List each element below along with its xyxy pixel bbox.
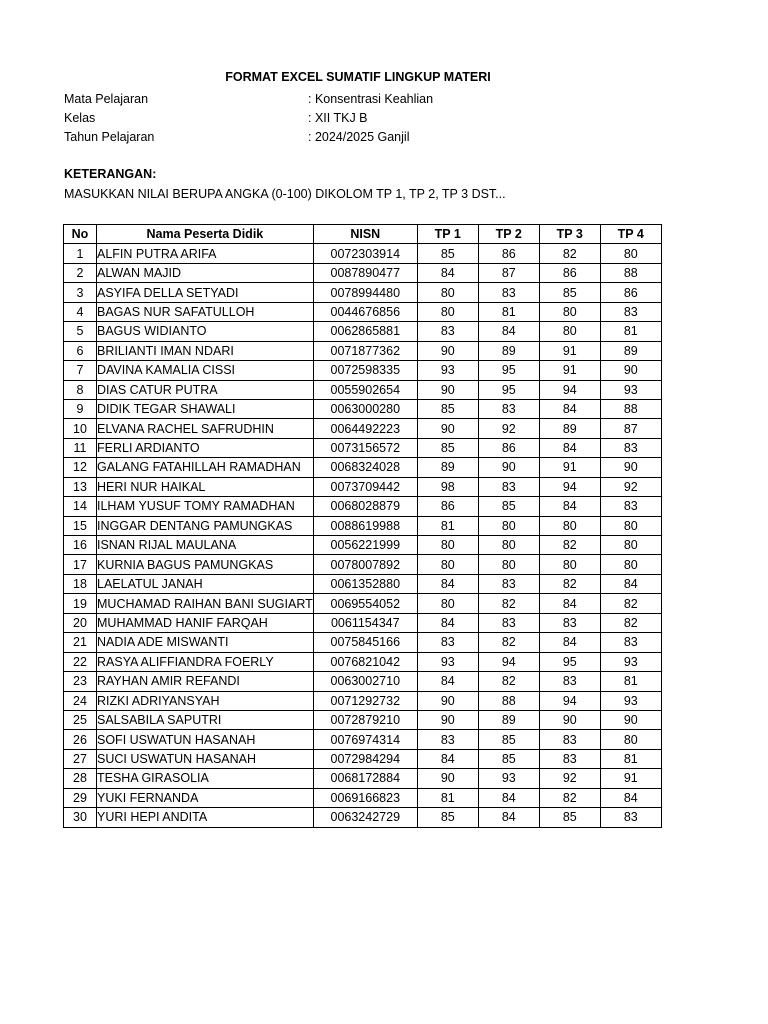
cell-tp4: 83 (600, 302, 661, 321)
cell-no: 9 (64, 399, 97, 418)
cell-tp4: 90 (600, 361, 661, 380)
cell-tp4: 88 (600, 263, 661, 282)
cell-name: ELVANA RACHEL SAFRUDHIN (97, 419, 314, 438)
cell-tp1: 90 (417, 769, 478, 788)
cell-no: 2 (64, 263, 97, 282)
cell-name: GALANG FATAHILLAH RAMADHAN (97, 458, 314, 477)
cell-nisn: 0061352880 (313, 574, 417, 593)
cell-tp1: 93 (417, 652, 478, 671)
header-tp1: TP 1 (417, 225, 478, 244)
table-row (64, 788, 662, 807)
cell-tp3: 91 (539, 361, 600, 380)
table-body (64, 244, 662, 827)
cell-tp2: 89 (478, 710, 539, 729)
table-row (64, 419, 662, 438)
cell-nisn: 0064492223 (313, 419, 417, 438)
cell-nisn: 0062865881 (313, 322, 417, 341)
cell-nisn: 0078007892 (313, 555, 417, 574)
cell-tp4: 92 (600, 477, 661, 496)
cell-no: 25 (64, 710, 97, 729)
header-no: No (64, 225, 97, 244)
cell-nisn: 0078994480 (313, 283, 417, 302)
cell-tp1: 85 (417, 399, 478, 418)
table-row (64, 808, 662, 827)
table-row (64, 322, 662, 341)
table-row (64, 283, 662, 302)
cell-tp4: 87 (600, 419, 661, 438)
cell-name: BAGUS WIDIANTO (97, 322, 314, 341)
cell-tp1: 84 (417, 613, 478, 632)
cell-nisn: 0055902654 (313, 380, 417, 399)
cell-tp3: 86 (539, 263, 600, 282)
cell-tp1: 93 (417, 361, 478, 380)
cell-tp4: 80 (600, 516, 661, 535)
table-row (64, 633, 662, 652)
cell-tp4: 84 (600, 574, 661, 593)
cell-name: ILHAM YUSUF TOMY RAMADHAN (97, 497, 314, 516)
cell-tp3: 91 (539, 341, 600, 360)
cell-tp2: 94 (478, 652, 539, 671)
cell-tp3: 95 (539, 652, 600, 671)
cell-tp3: 82 (539, 788, 600, 807)
cell-nisn: 0071877362 (313, 341, 417, 360)
cell-nisn: 0069166823 (313, 788, 417, 807)
cell-tp2: 90 (478, 458, 539, 477)
cell-name: RASYA ALIFFIANDRA FOERLY (97, 652, 314, 671)
cell-no: 18 (64, 574, 97, 593)
cell-tp1: 84 (417, 574, 478, 593)
cell-tp1: 90 (417, 710, 478, 729)
cell-tp2: 86 (478, 244, 539, 263)
cell-tp1: 90 (417, 380, 478, 399)
cell-name: ALFIN PUTRA ARIFA (97, 244, 314, 263)
cell-name: YURI HEPI ANDITA (97, 808, 314, 827)
cell-no: 5 (64, 322, 97, 341)
cell-tp4: 91 (600, 769, 661, 788)
cell-name: ISNAN RIJAL MAULANA (97, 536, 314, 555)
table-row (64, 361, 662, 380)
header-tp4: TP 4 (600, 225, 661, 244)
table-row (64, 769, 662, 788)
grades-table (63, 224, 662, 828)
cell-tp1: 85 (417, 808, 478, 827)
cell-nisn: 0063002710 (313, 672, 417, 691)
cell-no: 23 (64, 672, 97, 691)
cell-tp4: 83 (600, 497, 661, 516)
cell-tp4: 83 (600, 438, 661, 457)
cell-tp2: 85 (478, 749, 539, 768)
cell-no: 6 (64, 341, 97, 360)
cell-nisn: 0063242729 (313, 808, 417, 827)
cell-no: 12 (64, 458, 97, 477)
cell-tp2: 80 (478, 516, 539, 535)
cell-tp1: 85 (417, 438, 478, 457)
cell-tp1: 83 (417, 322, 478, 341)
table-row (64, 244, 662, 263)
cell-tp3: 80 (539, 322, 600, 341)
cell-tp3: 80 (539, 302, 600, 321)
table-row (64, 302, 662, 321)
cell-tp2: 83 (478, 477, 539, 496)
cell-name: BAGAS NUR SAFATULLOH (97, 302, 314, 321)
table-row (64, 672, 662, 691)
cell-tp1: 84 (417, 749, 478, 768)
cell-no: 26 (64, 730, 97, 749)
cell-tp2: 85 (478, 730, 539, 749)
cell-tp4: 81 (600, 672, 661, 691)
cell-no: 30 (64, 808, 97, 827)
cell-tp4: 93 (600, 691, 661, 710)
cell-name: MUHAMMAD HANIF FARQAH (97, 613, 314, 632)
cell-no: 28 (64, 769, 97, 788)
cell-tp2: 93 (478, 769, 539, 788)
cell-tp2: 82 (478, 594, 539, 613)
table-row (64, 730, 662, 749)
cell-tp2: 92 (478, 419, 539, 438)
cell-tp1: 80 (417, 283, 478, 302)
cell-no: 1 (64, 244, 97, 263)
cell-name: RIZKI ADRIYANSYAH (97, 691, 314, 710)
cell-nisn: 0087890477 (313, 263, 417, 282)
table-row (64, 749, 662, 768)
cell-tp2: 84 (478, 808, 539, 827)
table-row (64, 263, 662, 282)
table-row (64, 497, 662, 516)
info-label: Tahun Pelajaran (64, 130, 155, 144)
cell-tp2: 80 (478, 555, 539, 574)
info-label: Mata Pelajaran (64, 92, 149, 106)
cell-tp2: 80 (478, 536, 539, 555)
cell-tp1: 80 (417, 555, 478, 574)
cell-tp2: 85 (478, 497, 539, 516)
cell-tp1: 80 (417, 594, 478, 613)
cell-tp3: 90 (539, 710, 600, 729)
cell-name: SOFI USWATUN HASANAH (97, 730, 314, 749)
cell-no: 10 (64, 419, 97, 438)
cell-tp3: 94 (539, 691, 600, 710)
header-nisn: NISN (313, 225, 417, 244)
cell-tp3: 80 (539, 555, 600, 574)
cell-name: SALSABILA SAPUTRI (97, 710, 314, 729)
cell-no: 14 (64, 497, 97, 516)
cell-tp3: 83 (539, 749, 600, 768)
cell-tp1: 83 (417, 633, 478, 652)
cell-name: ALWAN MAJID (97, 263, 314, 282)
header-tp3: TP 3 (539, 225, 600, 244)
cell-tp3: 83 (539, 672, 600, 691)
cell-tp3: 94 (539, 477, 600, 496)
cell-tp3: 89 (539, 419, 600, 438)
document-title: FORMAT EXCEL SUMATIF LINGKUP MATERI (225, 70, 491, 84)
cell-tp3: 84 (539, 399, 600, 418)
cell-tp4: 83 (600, 808, 661, 827)
cell-nisn: 0071292732 (313, 691, 417, 710)
notes-text: MASUKKAN NILAI BERUPA ANGKA (0-100) DIKOLOM TP 1, TP 2, TP 3 DST... (64, 187, 506, 201)
cell-name: HERI NUR HAIKAL (97, 477, 314, 496)
cell-tp4: 81 (600, 749, 661, 768)
cell-nisn: 0073709442 (313, 477, 417, 496)
cell-no: 21 (64, 633, 97, 652)
info-label: Kelas (64, 111, 96, 125)
cell-no: 11 (64, 438, 97, 457)
cell-tp2: 82 (478, 633, 539, 652)
cell-name: BRILIANTI IMAN NDARI (97, 341, 314, 360)
cell-tp4: 84 (600, 788, 661, 807)
table-row (64, 516, 662, 535)
cell-nisn: 0075845166 (313, 633, 417, 652)
cell-tp1: 90 (417, 419, 478, 438)
cell-tp1: 84 (417, 263, 478, 282)
cell-name: NADIA ADE MISWANTI (97, 633, 314, 652)
cell-tp3: 80 (539, 516, 600, 535)
notes-title: KETERANGAN: (64, 167, 157, 181)
cell-tp3: 82 (539, 574, 600, 593)
cell-nisn: 0072598335 (313, 361, 417, 380)
cell-name: DIDIK TEGAR SHAWALI (97, 399, 314, 418)
cell-tp3: 94 (539, 380, 600, 399)
cell-tp2: 83 (478, 574, 539, 593)
cell-tp2: 83 (478, 399, 539, 418)
cell-nisn: 0088619988 (313, 516, 417, 535)
cell-name: INGGAR DENTANG PAMUNGKAS (97, 516, 314, 535)
cell-name: RAYHAN AMIR REFANDI (97, 672, 314, 691)
cell-tp3: 85 (539, 808, 600, 827)
cell-tp3: 84 (539, 438, 600, 457)
table-row (64, 399, 662, 418)
cell-tp3: 84 (539, 633, 600, 652)
cell-tp3: 84 (539, 594, 600, 613)
cell-nisn: 0044676856 (313, 302, 417, 321)
cell-tp3: 85 (539, 283, 600, 302)
cell-tp4: 83 (600, 633, 661, 652)
table-row (64, 477, 662, 496)
cell-nisn: 0072984294 (313, 749, 417, 768)
cell-no: 13 (64, 477, 97, 496)
cell-tp2: 84 (478, 788, 539, 807)
cell-tp4: 81 (600, 322, 661, 341)
cell-tp4: 82 (600, 613, 661, 632)
cell-nisn: 0068028879 (313, 497, 417, 516)
cell-tp4: 80 (600, 536, 661, 555)
cell-no: 15 (64, 516, 97, 535)
cell-nisn: 0056221999 (313, 536, 417, 555)
cell-tp2: 83 (478, 283, 539, 302)
cell-tp1: 81 (417, 788, 478, 807)
table-row (64, 652, 662, 671)
cell-tp3: 83 (539, 613, 600, 632)
cell-no: 4 (64, 302, 97, 321)
cell-tp3: 91 (539, 458, 600, 477)
cell-tp2: 83 (478, 613, 539, 632)
cell-name: YUKI FERNANDA (97, 788, 314, 807)
cell-tp4: 88 (600, 399, 661, 418)
cell-tp3: 82 (539, 244, 600, 263)
table-row (64, 555, 662, 574)
cell-no: 17 (64, 555, 97, 574)
info-value: : Konsentrasi Keahlian (308, 92, 434, 106)
table-row (64, 691, 662, 710)
cell-nisn: 0069554052 (313, 594, 417, 613)
header-tp2: TP 2 (478, 225, 539, 244)
cell-tp1: 83 (417, 730, 478, 749)
cell-tp2: 95 (478, 361, 539, 380)
cell-name: DAVINA KAMALIA CISSI (97, 361, 314, 380)
cell-no: 22 (64, 652, 97, 671)
cell-tp4: 86 (600, 283, 661, 302)
cell-no: 20 (64, 613, 97, 632)
table-row (64, 536, 662, 555)
cell-tp2: 87 (478, 263, 539, 282)
cell-nisn: 0061154347 (313, 613, 417, 632)
cell-no: 19 (64, 594, 97, 613)
cell-no: 8 (64, 380, 97, 399)
table-row (64, 594, 662, 613)
cell-name: LAELATUL JANAH (97, 574, 314, 593)
cell-nisn: 0073156572 (313, 438, 417, 457)
cell-tp3: 82 (539, 536, 600, 555)
cell-tp1: 86 (417, 497, 478, 516)
cell-name: DIAS CATUR PUTRA (97, 380, 314, 399)
cell-no: 16 (64, 536, 97, 555)
table-row (64, 710, 662, 729)
table-header-row (64, 225, 662, 244)
cell-name: FERLI ARDIANTO (97, 438, 314, 457)
cell-nisn: 0068324028 (313, 458, 417, 477)
cell-tp1: 84 (417, 672, 478, 691)
cell-tp1: 98 (417, 477, 478, 496)
cell-nisn: 0076821042 (313, 652, 417, 671)
cell-tp1: 90 (417, 341, 478, 360)
table-row (64, 613, 662, 632)
cell-tp2: 86 (478, 438, 539, 457)
cell-no: 3 (64, 283, 97, 302)
cell-tp4: 82 (600, 594, 661, 613)
cell-tp4: 90 (600, 710, 661, 729)
cell-name: ASYIFA DELLA SETYADI (97, 283, 314, 302)
cell-nisn: 0072303914 (313, 244, 417, 263)
table-row (64, 341, 662, 360)
cell-name: SUCI USWATUN HASANAH (97, 749, 314, 768)
cell-tp2: 82 (478, 672, 539, 691)
table-row (64, 574, 662, 593)
cell-tp3: 83 (539, 730, 600, 749)
cell-nisn: 0076974314 (313, 730, 417, 749)
cell-tp1: 80 (417, 536, 478, 555)
cell-nisn: 0072879210 (313, 710, 417, 729)
cell-tp2: 84 (478, 322, 539, 341)
cell-tp1: 89 (417, 458, 478, 477)
cell-no: 24 (64, 691, 97, 710)
cell-name: TESHA GIRASOLIA (97, 769, 314, 788)
cell-tp1: 85 (417, 244, 478, 263)
cell-tp2: 89 (478, 341, 539, 360)
cell-no: 7 (64, 361, 97, 380)
cell-tp1: 81 (417, 516, 478, 535)
cell-nisn: 0063000280 (313, 399, 417, 418)
table-row (64, 380, 662, 399)
header-name: Nama Peserta Didik (97, 225, 314, 244)
cell-tp4: 80 (600, 555, 661, 574)
cell-tp2: 81 (478, 302, 539, 321)
cell-tp4: 93 (600, 652, 661, 671)
cell-tp2: 88 (478, 691, 539, 710)
table-row (64, 458, 662, 477)
info-value: : XII TKJ B (308, 111, 368, 125)
cell-tp1: 80 (417, 302, 478, 321)
cell-nisn: 0068172884 (313, 769, 417, 788)
cell-name: KURNIA BAGUS PAMUNGKAS (97, 555, 314, 574)
cell-tp3: 84 (539, 497, 600, 516)
cell-name: MUCHAMAD RAIHAN BANI SUGIART (97, 594, 314, 613)
cell-tp4: 93 (600, 380, 661, 399)
cell-tp1: 90 (417, 691, 478, 710)
cell-tp3: 92 (539, 769, 600, 788)
info-value: : 2024/2025 Ganjil (308, 130, 410, 144)
cell-tp4: 90 (600, 458, 661, 477)
cell-tp4: 89 (600, 341, 661, 360)
cell-no: 29 (64, 788, 97, 807)
cell-tp4: 80 (600, 730, 661, 749)
cell-tp2: 95 (478, 380, 539, 399)
cell-tp4: 80 (600, 244, 661, 263)
table-row (64, 438, 662, 457)
cell-no: 27 (64, 749, 97, 768)
